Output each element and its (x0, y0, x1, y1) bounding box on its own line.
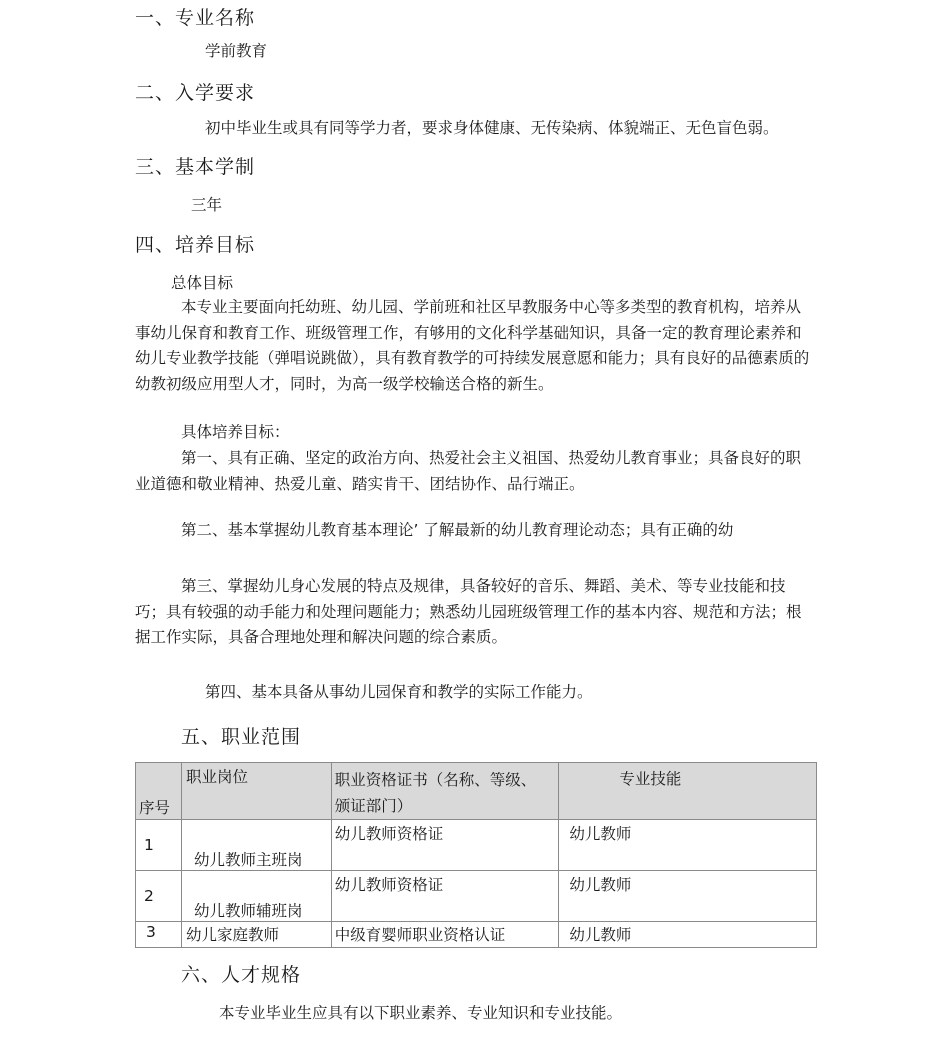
talent-spec-intro: 本专业毕业生应具有以下职业素养、专业知识和专业技能。 (219, 1004, 623, 1022)
table-row (136, 871, 817, 922)
section-title-talent: 六、人才规格 (181, 964, 302, 986)
goal-3: 第三、掌握幼儿身心发展的特点及规律，具备较好的音乐、舞蹈、美术、等专业技能和技巧；具有较强的动手能力和处理问题能力；熟悉幼儿园班级管理工作的基本内容、规范和方法；根据工作实际，具备合理地处理和解决问题的综合素质。 (135, 577, 802, 646)
goal-2: 第二、基本掌握幼儿教育基本理论’ 了解最新的幼儿教育理论动态；具有正确的幼 (181, 521, 734, 539)
study-duration: 三年 (191, 196, 223, 214)
section-title-career: 五、职业范围 (181, 726, 302, 748)
cell-skill: 幼儿教师 (559, 922, 817, 948)
header-seq: 序号 (136, 763, 182, 820)
cell-position: 幼儿教师主班岗 (181, 820, 331, 871)
cell-position: 幼儿教师辅班岗 (181, 871, 331, 922)
cell-seq: 1 (136, 820, 182, 871)
goal-1: 第一、具有正确、坚定的政治方向、热爱社会主义祖国、热爱幼儿教育事业；具备良好的职业道德和敬业精神、热爱儿童、踏实肯干、团结协作、品行端正。 (135, 449, 802, 493)
goal-4: 第四、基本具备从事幼儿园保育和教学的实际工作能力。 (205, 683, 593, 701)
cell-position: 幼儿家庭教师 (181, 922, 331, 948)
section-title-admission: 二、入学要求 (135, 82, 256, 104)
cell-certificate: 幼儿教师资格证 (331, 871, 559, 922)
table-row (136, 922, 817, 948)
section-title-major: 一、专业名称 (135, 7, 256, 29)
career-table (135, 762, 817, 948)
cell-seq: 3 (136, 922, 182, 948)
admission-requirements: 初中毕业生或具有同等学力者，要求身体健康、无传染病、体貌端正、无色盲色弱。 (205, 119, 779, 137)
cell-seq: 2 (136, 871, 182, 922)
table-row (136, 820, 817, 871)
cell-skill: 幼儿教师 (559, 871, 817, 922)
overall-goal-text: 本专业主要面向托幼班、幼儿园、学前班和社区早教服务中心等多类型的教育机构，培养从事幼儿保育和教育工作、班级管理工作，有够用的文化科学基础知识，具备一定的教育理论素养和幼儿专业教学技能（弹唱说跳做），具有教育教学的可持续发展意愿和能力；具有良好的品德素质的幼教初级应用型人才，同时，为高一级学校输送合格的新生。 (135, 298, 810, 393)
overall-goal-label: 总体目标 (171, 274, 234, 292)
header-position: 职业岗位 (181, 763, 331, 820)
specific-goals-label: 具体培养目标： (181, 423, 290, 441)
cell-certificate: 中级育婴师职业资格认证 (331, 922, 559, 948)
header-skill: 专业技能 (559, 763, 817, 820)
major-name: 学前教育 (205, 42, 268, 60)
cell-skill: 幼儿教师 (559, 820, 817, 871)
header-certificate: 职业资格证书（名称、等级、 颁证部门） (331, 763, 559, 820)
table-header-row (136, 763, 817, 820)
cell-certificate: 幼儿教师资格证 (331, 820, 559, 871)
section-title-duration: 三、基本学制 (135, 156, 256, 178)
section-title-objectives: 四、培养目标 (135, 234, 256, 256)
